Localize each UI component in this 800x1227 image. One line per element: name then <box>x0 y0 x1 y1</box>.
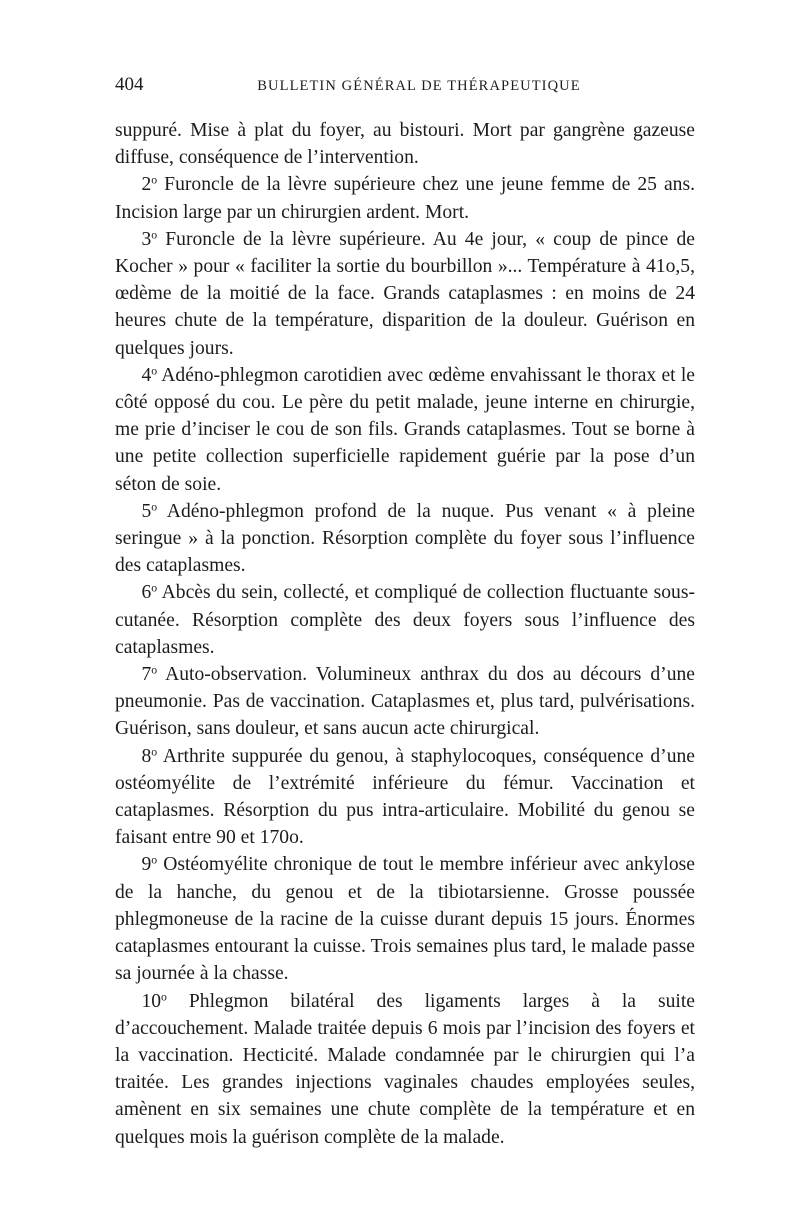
observation-9 <box>115 851 695 987</box>
observation-2 <box>115 171 695 225</box>
ordinal-marker: o <box>151 228 158 242</box>
running-title: BULLETIN GÉNÉRAL DE THÉRAPEUTIQUE <box>257 78 581 94</box>
observation-4 <box>115 362 695 498</box>
ordinal-marker: o <box>151 663 158 677</box>
observation-10 <box>115 988 695 1151</box>
observation-3 <box>115 226 695 362</box>
page-number: 404 <box>115 74 144 95</box>
page-header <box>115 74 695 102</box>
paragraph-continuation <box>115 117 695 171</box>
ordinal-marker: o <box>151 500 158 514</box>
observation-8 <box>115 743 695 852</box>
observation-text: Adéno-phlegmon carotidien avec œdème envahissant le thorax et le côté opposé du cou. Le père du petit malade, jeune interne en chirurgie, me prie d’inciser le cou de son fils. Grands cataplasmes. Tout se borne à une petite collection superficielle rapidement guérie par la pose d’un séton de soie. <box>115 364 695 495</box>
observation-text: Furoncle de la lèvre supérieure. Au 4e jour, « coup de pince de Kocher » pour « faciliter la sortie du bourbillon »... Température à 41o,5, œdème de la moitié de la face. Grands cataplasmes : en moins de 24 heures chute de la température, disparition de la douleur. Guérison en quelques jours. <box>115 228 695 359</box>
ordinal-marker: o <box>161 990 167 1004</box>
observation-text: Abcès du sein, collecté, et compliqué de collection fluctuante sous-cutanée. Résorption complète des deux foyers sous l’influence des cataplasmes. <box>115 582 695 658</box>
observation-text: Arthrite suppurée du genou, à staphylocoques, conséquence d’une ostéomyélite de l’extrémité inférieure du fémur. Vaccination et cataplasmes. Résorption du pus intra-articulaire. Mobilité du genou se faisant entre 90 et 170o. <box>115 745 695 849</box>
paragraph-text: suppuré. Mise à plat du foyer, au bistouri. Mort par gangrène gazeuse diffuse, conséquence de l’intervention. <box>115 120 695 169</box>
observation-text: Ostéomyélite chronique de tout le membre inférieur avec ankylose de la hanche, du genou et de la tibiotarsienne. Grosse poussée phlegmoneuse de la racine de la cuisse durant depuis 15 jours. Énormes cataplasmes entourant la cuisse. Trois semaines plus tard, le malade passe sa journée à la chasse. <box>115 854 695 985</box>
observation-number: 7 <box>141 664 152 686</box>
observation-text: Furoncle de la lèvre supérieure chez une jeune femme de 25 ans. Incision large par un chirurgien ardent. Mort. <box>115 174 695 223</box>
observation-number: 2 <box>141 174 152 196</box>
observation-number: 5 <box>141 500 152 522</box>
observation-text: Auto-observation. Volumineux anthrax du dos au décours d’une pneumonie. Pas de vaccination. Cataplasmes et, plus tard, pulvérisations. Guérison, sans douleur, et sans aucun acte chirurgical. <box>115 664 695 740</box>
observation-text: Phlegmon bilatéral des ligaments larges à la suite d’accouchement. Malade traitée depuis 6 mois par l’incision des foyers et la vaccination. Hecticité. Malade condamnée par le chirurgien qui l’a traitée. Les grandes injections vaginales chaudes employées seules, amènent en six semaines une chute complète de la température et en quelques mois la guérison complète de la malade. <box>115 990 695 1148</box>
ordinal-marker: o <box>151 745 158 759</box>
observation-number: 4 <box>141 364 152 386</box>
observation-number: 3 <box>141 228 152 250</box>
observation-number: 9 <box>141 854 152 876</box>
observation-number: 10 <box>141 990 162 1012</box>
ordinal-marker: o <box>151 173 158 187</box>
observation-5 <box>115 498 695 580</box>
ordinal-marker: o <box>151 364 158 378</box>
ordinal-marker: o <box>151 854 158 868</box>
observation-number: 6 <box>141 582 152 604</box>
observation-number: 8 <box>141 745 152 767</box>
body-text <box>115 117 695 1151</box>
observation-text: Adéno-phlegmon profond de la nuque. Pus venant « à pleine seringue » à la ponction. Résorption complète du foyer sous l’influence des cataplasmes. <box>115 500 695 577</box>
observation-7 <box>115 661 695 743</box>
ordinal-marker: o <box>151 582 158 595</box>
observation-6 <box>115 579 695 661</box>
